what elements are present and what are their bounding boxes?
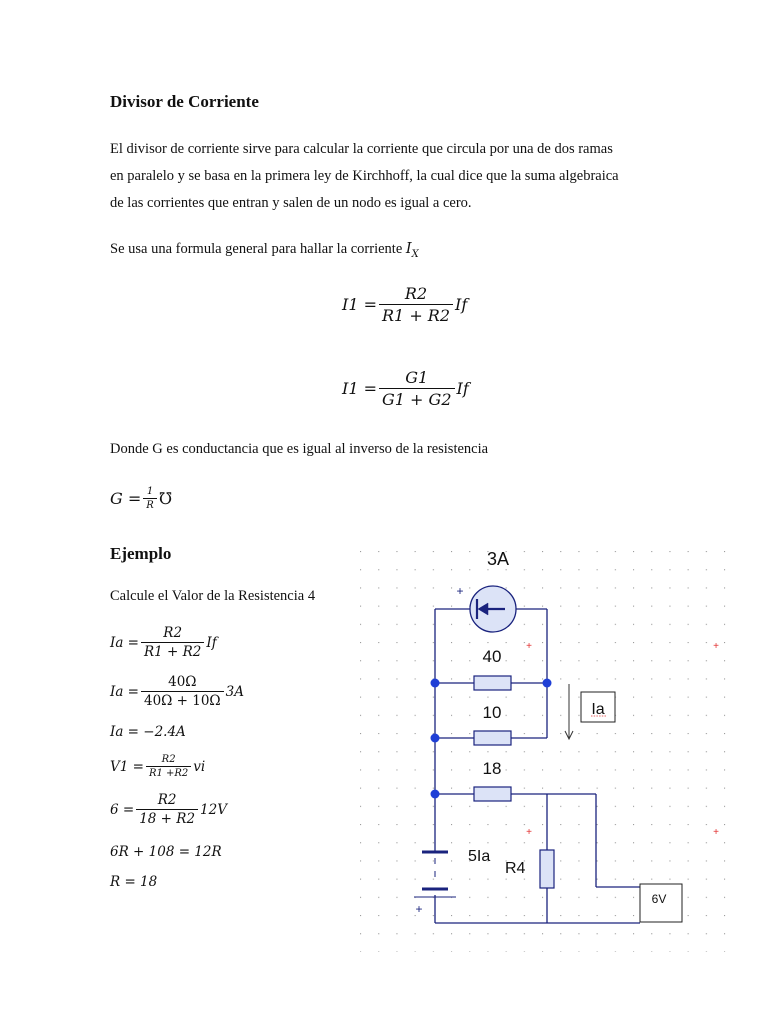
r18-label: 18 (482, 759, 502, 778)
eq2-lhs: Ia = (110, 683, 139, 700)
formula2-rhs: If (456, 379, 469, 398)
r4-label: R4 (505, 860, 526, 877)
eq1-fraction (141, 625, 204, 660)
formula1-denominator: R1 + R2 (379, 304, 453, 325)
resistor-10 (474, 731, 511, 745)
conductance-formula (110, 486, 172, 511)
resistor-r4 (540, 850, 554, 888)
eq1-denominator: R1 + R2 (141, 642, 204, 660)
formula-sentence-text: Se usa una formula general para hallar la corriente (110, 241, 406, 257)
formula2-numerator: G1 (405, 368, 429, 387)
example-eq-2 (110, 674, 244, 709)
conductance-text: Donde G es conductancia que es igual al inverso de la resistencia (110, 441, 489, 457)
circuit-diagram (352, 540, 728, 952)
intro-line-3: de las corrientes que entran y salen de un nodo es igual a cero. (110, 195, 472, 211)
battery-plus-sign: + (415, 902, 423, 916)
eq5-rhs: 12V (200, 801, 227, 818)
formula2-fraction (379, 368, 455, 409)
current-variable-subscript: X (411, 248, 419, 260)
g-denominator: R (143, 498, 157, 511)
formula2-denominator: G1 + G2 (379, 388, 455, 409)
intro-line-2: en paralelo y se basa en la primera ley de Kirchhoff, la cual dice que la suma algebraica (110, 168, 619, 184)
eq1-numerator: R2 (163, 625, 183, 641)
example-eq-3: Ia = −2.4A (110, 724, 186, 740)
intro-paragraph (110, 136, 670, 217)
eq2-fraction (141, 674, 224, 709)
example-eq-7: R = 18 (110, 874, 158, 890)
marker-1: + (526, 641, 532, 652)
formula-sentence (110, 236, 670, 268)
eq4-numerator: R2 (161, 754, 176, 765)
intro-line-1: El divisor de corriente sirve para calcular la corriente que circula por una de dos ramas (110, 141, 613, 157)
current-variable: I (405, 241, 412, 257)
example-eq-5 (110, 792, 227, 827)
example-eq-4 (110, 754, 205, 779)
r10-label: 10 (482, 703, 502, 722)
formula-resistance (342, 284, 467, 325)
formula1-numerator: R2 (404, 284, 428, 303)
page-title: Divisor de Corriente (110, 92, 259, 111)
eq2-denominator: 40Ω + 10Ω (141, 691, 224, 709)
formula2-lhs: I1 = (342, 379, 377, 398)
marker-3: + (526, 827, 532, 838)
eq5-numerator: R2 (157, 792, 177, 808)
g-lhs: G = (110, 489, 142, 508)
dep-source-label: 5Ia (468, 848, 491, 865)
g-fraction (143, 486, 157, 511)
source-label: 3A (486, 549, 510, 569)
eq5-denominator: 18 + R2 (136, 809, 198, 827)
example-heading: Ejemplo (110, 544, 172, 563)
mho-unit: ℧ (158, 489, 173, 508)
formula1-lhs: I1 = (342, 295, 377, 314)
marker-4: + (713, 827, 719, 838)
formula1-fraction (379, 284, 453, 325)
eq4-denominator: R1 +R2 (146, 766, 191, 779)
eq2-numerator: 40Ω (168, 674, 197, 690)
example-prompt: Calcule el Valor de la Resistencia 4 (110, 588, 316, 604)
eq1-rhs: If (206, 634, 217, 651)
ia-label: Ia (591, 701, 605, 718)
source-plus-sign: + (456, 584, 464, 598)
g-numerator: 1 (146, 486, 154, 497)
eq4-fraction (146, 754, 191, 779)
eq5-lhs: 6 = (110, 801, 135, 818)
eq5-fraction (136, 792, 198, 827)
example-eq-1 (110, 625, 217, 660)
formula-conductance (342, 368, 469, 409)
resistor-18 (474, 787, 511, 801)
marker-2: + (713, 641, 719, 652)
eq2-rhs: 3A (225, 683, 244, 700)
eq4-lhs: V1 = (110, 758, 144, 775)
eq1-lhs: Ia = (110, 634, 139, 651)
voltage-6v-label: 6V (651, 892, 667, 906)
formula1-rhs: If (455, 295, 468, 314)
eq4-rhs: vi (193, 758, 206, 775)
resistor-40 (474, 676, 511, 690)
r40-label: 40 (482, 647, 502, 666)
example-eq-6: 6R + 108 = 12R (110, 844, 222, 860)
